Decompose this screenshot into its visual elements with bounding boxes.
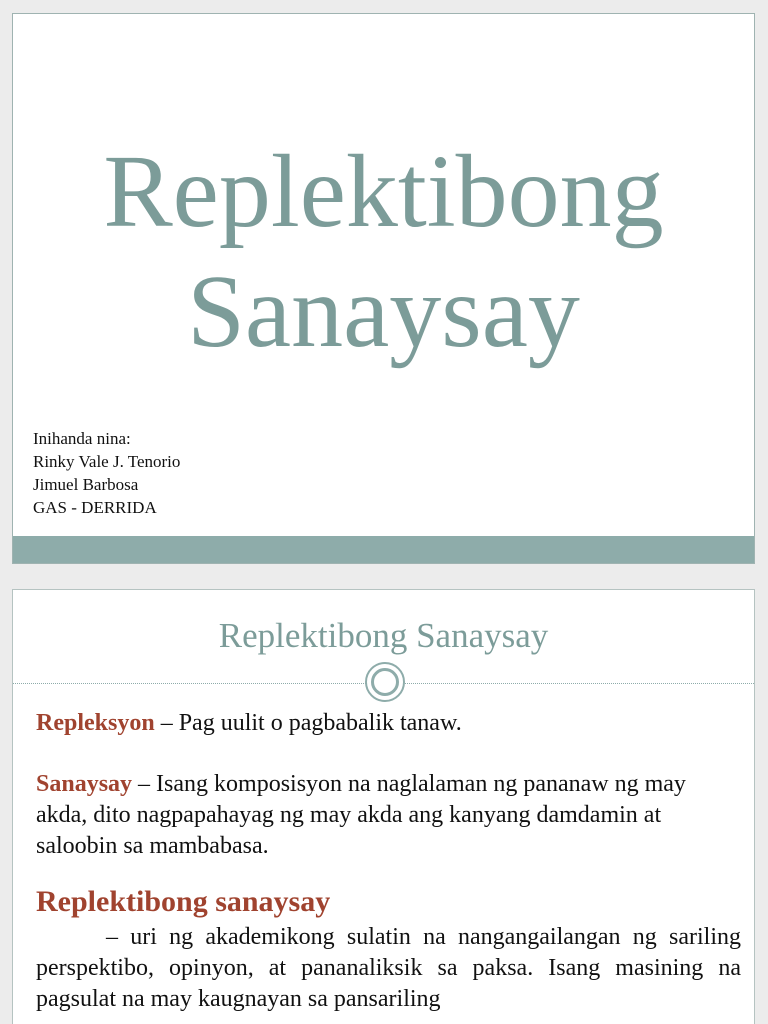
term-repleksyon: Repleksyon xyxy=(36,710,155,736)
slide-title-line-2: Sanaysay xyxy=(187,254,580,369)
slide-title-line-1: Replektibong xyxy=(103,134,664,249)
author-name: Rinky Vale J. Tenorio xyxy=(33,452,181,471)
author-name: Jimuel Barbosa xyxy=(33,475,139,494)
subheading-replektibong-sanaysay: Replektibong sanaysay xyxy=(36,885,331,918)
credits-label: Inihanda nina: xyxy=(33,429,131,448)
circle-ornament-inner xyxy=(371,668,399,696)
slide-title xyxy=(13,132,754,372)
footer-band xyxy=(13,536,754,563)
definition-replektibong-sanaysay: – uri ng akademikong sulatin na nangangailangan ng sariling perspektibo, opinyon, at pananaliksik sa paksa. Isang masining na pagsulat na may kaugnayan sa pansariling xyxy=(36,924,741,1012)
definition-text: – Pag uulit o pagbabalik tanaw. xyxy=(154,710,462,736)
definition-text: – Isang komposisyon na naglalaman ng pananaw ng may akda, dito nagpapahayag ng may akda ang kanyang damdamin at saloobin sa mambabasa. xyxy=(36,771,686,859)
term-sanaysay: Sanaysay xyxy=(36,771,133,797)
definition-repleksyon xyxy=(36,708,741,739)
definition-sanaysay xyxy=(36,769,741,862)
credits-block xyxy=(33,427,180,519)
content-slide xyxy=(12,589,755,1024)
section-name: GAS - DERRIDA xyxy=(33,498,157,517)
title-slide xyxy=(12,13,755,564)
content-body xyxy=(36,708,741,1015)
circle-ornament-icon xyxy=(365,662,405,702)
content-slide-title: Replektibong Sanaysay xyxy=(218,616,549,655)
